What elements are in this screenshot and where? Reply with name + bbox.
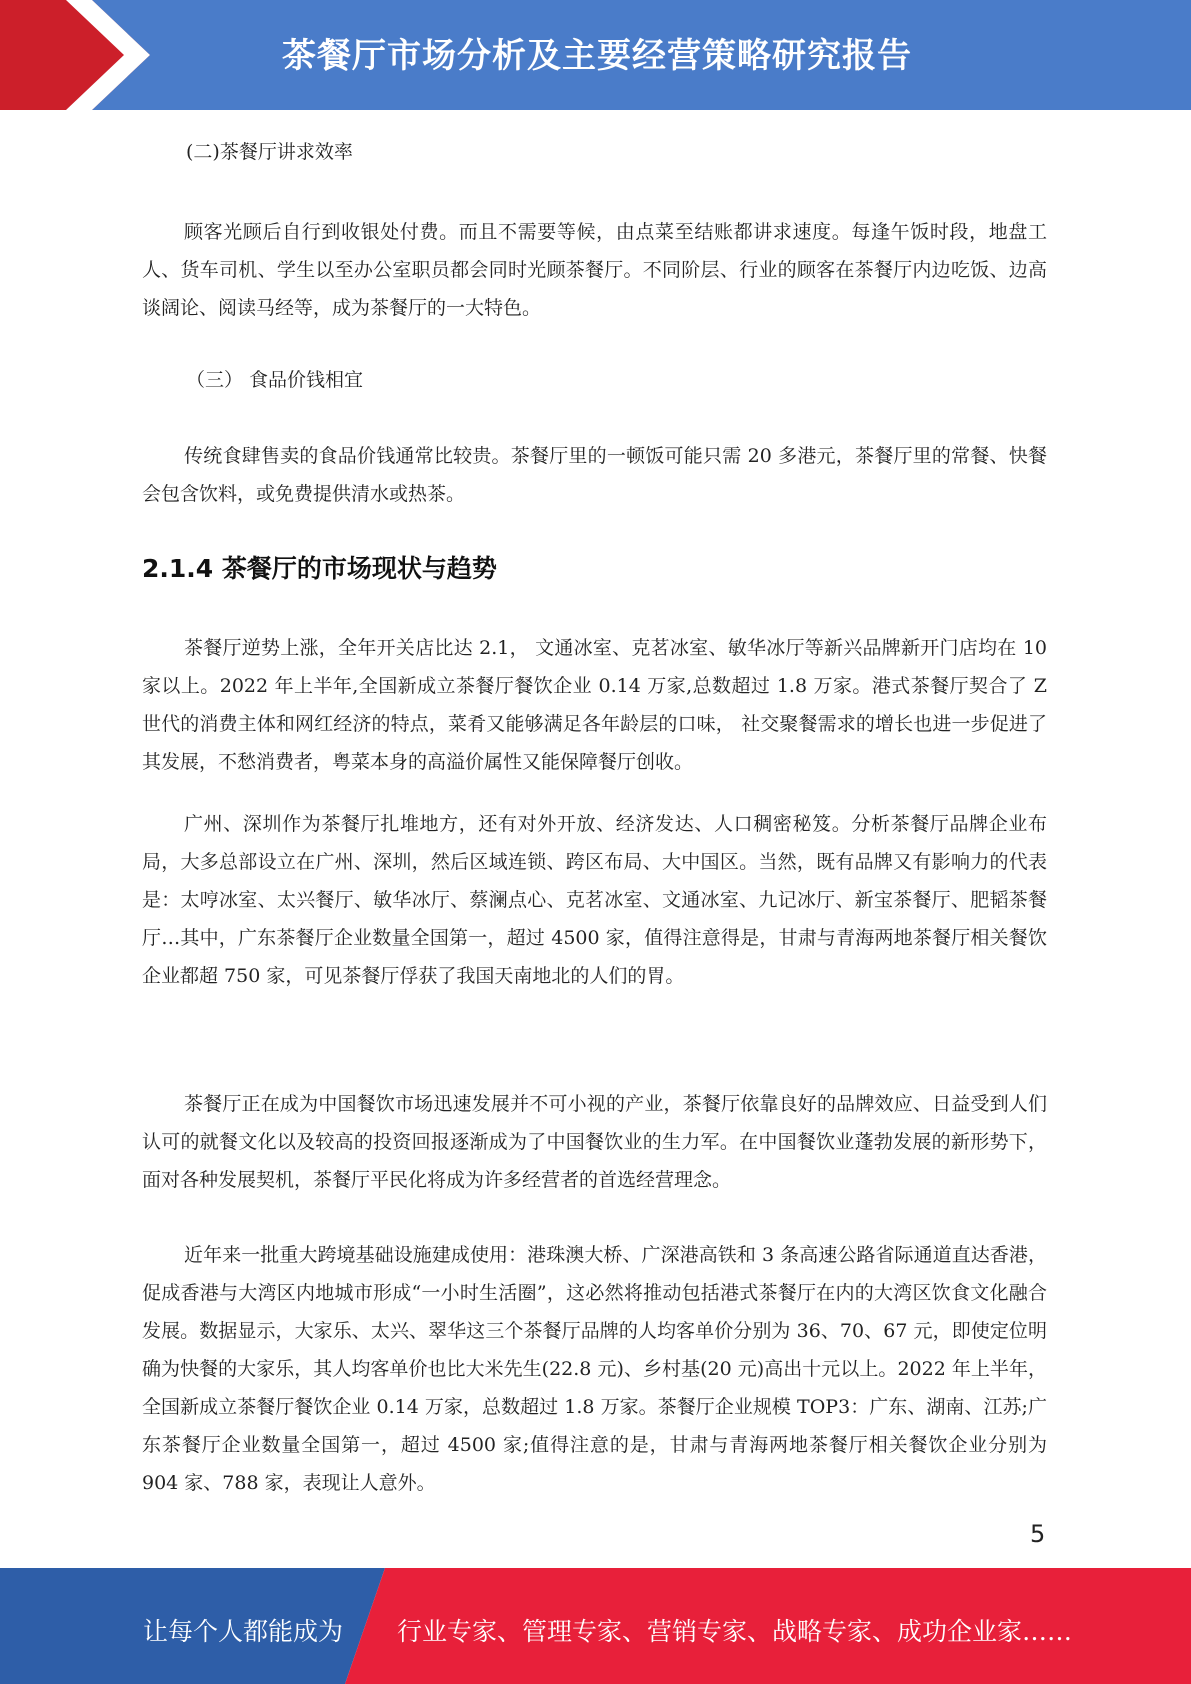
paragraph-market-growth: 茶餐厅逆势上涨，全年开关店比达 2.1， 文通冰室、克茗冰室、敏华冰厅等新兴品牌新开门店均在 10 家以上。2022 年上半年,全国新成立茶餐厅餐饮企业 0.14 万家,总数超过 1.8 万家。港式茶餐厅契合了 Z 世代的消费主体和网红经济的特点，菜肴又能够满足各年龄层的口味， 社交聚餐需求的增长也进一步促进了其发展，不愁消费者，粤菜本身的高溢价属性又能保障餐厅创收。 [142, 637, 1047, 773]
paragraph-regional-layout: 广州、深圳作为茶餐厅扎堆地方，还有对外开放、经济发达、人口稠密秘笈。分析茶餐厅品牌企业布局，大多总部设立在广州、深圳，然后区域连锁、跨区布局、大中国区。当然，既有品牌又有影响力的代表是：太哼冰室、太兴餐厅、敏华冰厅、蔡澜点心、克茗冰室、文通冰室、九记冰厅、新宝茶餐厅、肥韬茶餐厅…其中，广东茶餐厅企业数量全国第一，超过 4500 家，值得注意得是，甘肃与青海两地茶餐厅相关餐饮企业都超 750 家，可见茶餐厅俘获了我国天南地北的人们的胃。 [142, 813, 1047, 987]
footer-banner [0, 1568, 1191, 1684]
header-banner [0, 0, 1191, 110]
paragraph-efficiency: 顾客光顾后自行到收银处付费。而且不需要等候，由点菜至结账都讲求速度。每逢午饭时段，地盘工人、货车司机、学生以至办公室职员都会同时光顾茶餐厅。不同阶层、行业的顾客在茶餐厅内边吃饭、边高谈阔论、阅读马经等，成为茶餐厅的一大特色。 [142, 221, 1047, 319]
footer-slogan-left: 让每个人都能成为 [143, 1617, 344, 1646]
chevron-logo-icon [0, 0, 160, 110]
footer-slogan-right: 行业专家、管理专家、营销专家、战略专家、成功企业家…… [397, 1617, 1073, 1646]
paragraph-industry-outlook: 茶餐厅正在成为中国餐饮市场迅速发展并不可小视的产业，茶餐厅依靠良好的品牌效应、日益受到人们认可的就餐文化以及较高的投资回报逐渐成为了中国餐饮业的生力军。在中国餐饮业蓬勃发展的新形势下，面对各种发展契机，茶餐厅平民化将成为许多经营者的首选经营理念。 [142, 1093, 1047, 1191]
report-title: 茶餐厅市场分析及主要经营策略研究报告 [282, 36, 912, 76]
paragraph-greater-bay-area: 近年来一批重大跨境基础设施建成使用：港珠澳大桥、广深港高铁和 3 条高速公路省际通道直达香港，促成香港与大湾区内地城市形成“一小时生活圈”，这必然将推动包括港式茶餐厅在内的大湾区饮食文化融合发展。数据显示，大家乐、太兴、翠华这三个茶餐厅品牌的人均客单价分别为 36、70、67 元，即使定位明确为快餐的大家乐，其人均客单价也比大米先生(22.8 元)、乡村基(20 元)高出十元以上。2022 年上半年，全国新成立茶餐厅餐饮企业 0.14 万家，总数超过 1.8 万家。茶餐厅企业规模 TOP3：广东、湖南、江苏;广东茶餐厅企业数量全国第一，超过 4500 家;值得注意的是，甘肃与青海两地茶餐厅相关餐饮企业分别为 904 家、788 家，表现让人意外。 [142, 1244, 1047, 1494]
subsection-efficiency: (二)茶餐厅讲求效率 [186, 141, 353, 163]
paragraph-price: 传统食肆售卖的食品价钱通常比较贵。茶餐厅里的一顿饭可能只需 20 多港元，茶餐厅里的常餐、快餐会包含饮料，或免费提供清水或热茶。 [142, 445, 1047, 505]
section-heading: 2.1.4 茶餐厅的市场现状与趋势 [142, 554, 497, 583]
subsection-price: （三） 食品价钱相宜 [186, 369, 364, 391]
page-number: 5 [1030, 1520, 1046, 1548]
